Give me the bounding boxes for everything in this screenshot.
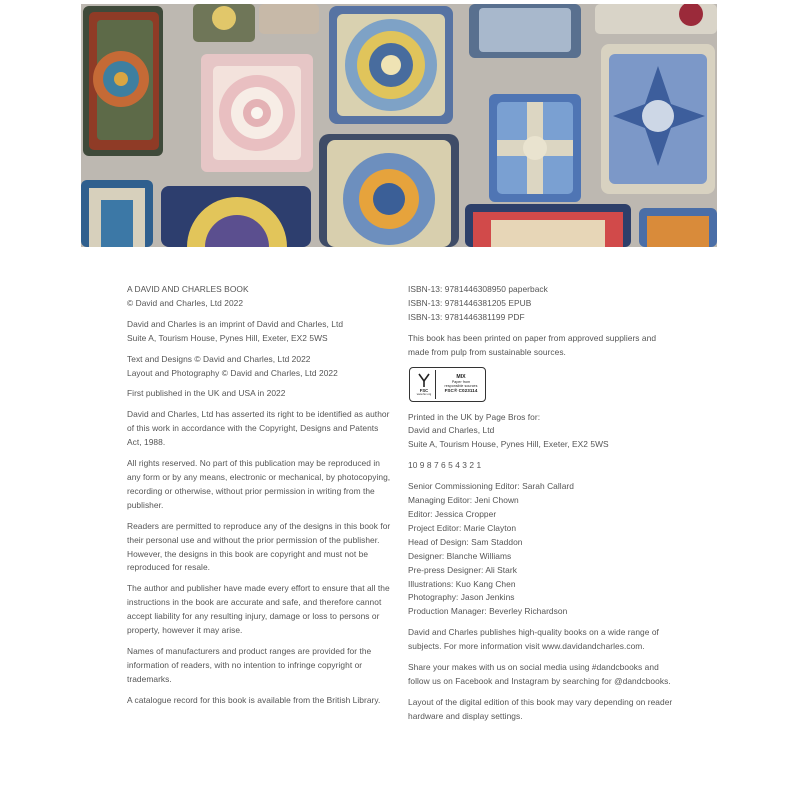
text-designs-copyright: Text and Designs © David and Charles, Ltd 2022 Layout and Photography © David and Charles, Ltd 2022 <box>127 353 338 378</box>
book-line: A DAVID AND CHARLES BOOK <box>127 284 249 294</box>
square-rust <box>83 6 163 156</box>
readers-permission: Readers are permitted to reproduce any of the designs in this book for their personal use and without the prior permission of the publisher. However, the designs in this book are copyright and must not be reproduced for resale. <box>127 520 391 573</box>
crochet-squares-illustration <box>81 4 717 247</box>
fsc-code: FSC® C023114 <box>444 388 478 394</box>
fsc-logo-text: FSC <box>419 388 429 394</box>
square-flower <box>319 134 459 247</box>
liability-disclaimer: The author and publisher have made every effort to ensure that all the instructions in the book are accurate and safe, and therefore cannot accept liability for any resulting injury, damage or loss to persons or property, however it may arise. <box>127 583 390 636</box>
square-blue-cross <box>489 94 581 202</box>
printed-by: Printed in the UK by Page Bros for: David and Charles, Ltd Suite A, Tourism House, Pynes Hill, Exeter, EX2 5WS <box>408 411 609 450</box>
fsc-logo-url: www.fsc.org <box>416 393 432 397</box>
all-rights-reserved: All rights reserved. No part of this publication may be reproduced in any form or by any means, electronic or mechanical, by photocopying, recording or otherwise, without prior permission in writing from the publisher. <box>127 458 391 510</box>
copyright-line: © David and Charles, Ltd 2022 <box>127 297 244 308</box>
first-published: First published in the UK and USA in 2022 <box>127 388 286 399</box>
isbn-paperback: ISBN-13: 9781446308950 paperback <box>408 284 548 294</box>
imprint-left-column <box>127 283 392 715</box>
digital-layout-note: Layout of the digital edition of this book may vary depending on reader hardware and display settings. <box>408 696 673 721</box>
fsc-line1: Paper from <box>451 379 471 384</box>
square-medallion <box>329 6 453 124</box>
manufacturers-notice: Names of manufacturers and product ranges are provided for the information of readers, with no intention to infringe copyright or trademarks. <box>127 645 372 684</box>
print-run: 10 9 8 7 6 5 4 3 2 1 <box>408 460 482 471</box>
publisher-info: David and Charles publishes high-quality books on a wide range of subjects. For more information visit www.davidandcharles.com. <box>408 627 659 652</box>
imprint-address: David and Charles is an imprint of David and Charles, Ltd Suite A, Tourism House, Pynes Hill, Exeter, EX2 5WS <box>127 318 344 343</box>
catalogue-record: A catalogue record for this book is available from the British Library. <box>127 694 381 705</box>
isbn-pdf: ISBN-13: 9781446381199 PDF <box>408 311 525 322</box>
paper-sourcing: This book has been printed on paper from approved suppliers and made from pulp from sustainable sources. <box>408 332 657 357</box>
credits-list: Senior Commissioning Editor: Sarah Callard Managing Editor: Jeni Chown Editor: Jessica Cropper Project Editor: Marie Clayton Head of Design: Sam Staddon Designer: Blanche Williams Pre-press Designer: Ali Stark Illustrations: Kuo Kang Chen Photography: Jason Jenkins Production Manager: Beverley Richardson <box>408 481 574 617</box>
author-rights-asserted: David and Charles, Ltd has asserted its right to be identified as author of this work in accordance with the Copyright, Designs and Patents Act, 1988. <box>127 409 390 448</box>
fsc-line2: responsible sources <box>444 384 478 389</box>
fsc-mix: MIX <box>456 373 466 380</box>
crochet-squares-photo <box>81 4 717 247</box>
square-pink <box>201 54 313 172</box>
social-media: Share your makes with us on social media using #dandcbooks and follow us on Facebook and Instagram by searching for @dandcbooks. <box>408 662 671 686</box>
fsc-label <box>440 374 482 394</box>
isbn-epub: ISBN-13: 9781446381205 EPUB <box>408 297 532 308</box>
tree-check-icon <box>417 372 431 388</box>
fsc-tree-logo-icon <box>413 370 436 399</box>
imprint-right-column <box>408 283 678 731</box>
fsc-badge <box>409 367 486 402</box>
square-star <box>601 44 715 194</box>
